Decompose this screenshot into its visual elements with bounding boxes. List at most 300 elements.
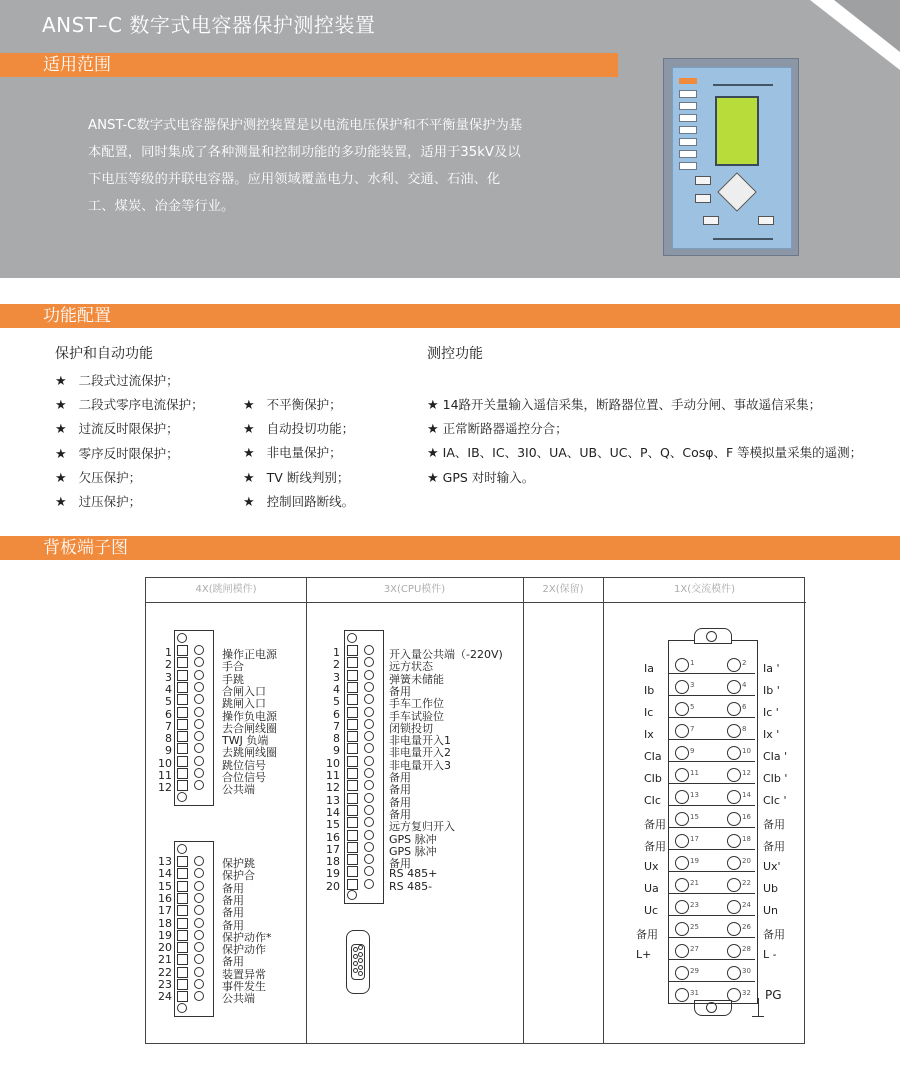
pin-number: 1 xyxy=(165,646,172,659)
screw-terminal xyxy=(727,988,741,1002)
screw-terminal xyxy=(675,900,689,914)
pin-label: 公共端 xyxy=(222,783,255,797)
screw-terminal xyxy=(675,834,689,848)
function-text: 正常断路器遥控分合； xyxy=(442,421,568,437)
star-icon: ★ xyxy=(243,422,255,438)
header-1x: 1X(交流模件) xyxy=(603,578,806,603)
section-func-bar: 功能配置 xyxy=(0,304,900,328)
terminal-label-right: Ib ' xyxy=(763,684,780,697)
pin-label: 跳位信号 xyxy=(222,758,266,772)
pin-label: 保护动作* xyxy=(222,930,272,944)
function-text: 过流反时限保护； xyxy=(78,421,179,437)
pin-square xyxy=(347,707,358,718)
pin-circle xyxy=(364,719,374,729)
terminal-label-left: Ia xyxy=(644,662,654,675)
star-icon: ★ xyxy=(427,422,439,438)
intro-line: 下电压等级的并联电容器。应用领域覆盖电力、水利、交通、石油、化 xyxy=(88,172,501,187)
pin-circle xyxy=(194,707,204,717)
terminal-number: 32 xyxy=(742,989,751,997)
pin-square xyxy=(347,780,358,791)
pin-square xyxy=(177,743,188,754)
pin-square xyxy=(177,881,188,892)
pin-square xyxy=(177,694,188,705)
pin-square xyxy=(347,842,358,853)
device-face xyxy=(672,67,792,249)
pin-label: 备用 xyxy=(222,881,244,895)
mount-hole xyxy=(177,633,187,643)
pin-label: 手车工作位 xyxy=(389,697,444,711)
pin-number: 19 xyxy=(326,867,340,881)
header-3x: 3X(CPU模件) xyxy=(306,578,523,603)
pin-label: GPS 脉冲 xyxy=(389,844,437,858)
function-item xyxy=(55,371,179,389)
pin-circle xyxy=(194,979,204,989)
pin-label: 非电量开入1 xyxy=(389,734,451,748)
pin-circle xyxy=(364,670,374,680)
terminal-label-right: Un xyxy=(763,904,779,917)
terminal-divider xyxy=(669,783,755,784)
device-button xyxy=(703,216,719,225)
pin-label: 合闸入口 xyxy=(222,684,266,698)
pin-square xyxy=(347,756,358,767)
pin-circle xyxy=(194,881,204,891)
star-icon: ★ xyxy=(243,398,255,413)
pin-square xyxy=(347,670,358,681)
device-button xyxy=(758,216,774,225)
screw-terminal xyxy=(675,944,689,958)
db9-pin xyxy=(358,952,363,957)
screw-terminal xyxy=(727,966,741,980)
pin-number: 19 xyxy=(158,928,172,942)
terminal-number: 17 xyxy=(690,835,699,843)
device-maker xyxy=(713,238,773,240)
pin-circle xyxy=(364,756,374,766)
function-item xyxy=(55,444,179,462)
pin-circle xyxy=(194,856,204,866)
pin-square xyxy=(347,731,358,742)
terminal-diagram xyxy=(145,577,805,1044)
pin-number: 10 xyxy=(158,756,172,770)
terminal-label-right: Ia ' xyxy=(763,662,780,675)
pin-square xyxy=(177,991,188,1002)
pin-label: 备用 xyxy=(389,771,411,784)
terminal-label-left: Ic xyxy=(644,706,654,719)
terminal-label-left: 备用 xyxy=(644,840,666,853)
pin-circle xyxy=(194,930,204,940)
pin-square xyxy=(347,817,358,828)
screw-terminal xyxy=(727,922,741,936)
pin-number: 1 xyxy=(333,646,340,659)
screw-terminal xyxy=(727,724,741,738)
function-text: 零序反时限保护； xyxy=(78,445,179,461)
terminal-number: 18 xyxy=(742,835,751,843)
terminal-number: 9 xyxy=(690,747,695,755)
intro-line: 本配置，同时集成了各种测量和控制功能的多功能装置，适用于35kV及以 xyxy=(88,145,521,160)
pin-square xyxy=(177,670,188,681)
pin-label: 跳闸入口 xyxy=(222,697,266,711)
pin-label: TWJ 负端 xyxy=(222,734,269,748)
terminal-label-left: Ux xyxy=(644,860,659,873)
terminal-divider xyxy=(669,849,755,850)
pin-label: 备用 xyxy=(389,807,411,821)
pin-label: 非电量开入2 xyxy=(389,746,451,760)
pin-label: 手跳 xyxy=(222,672,244,686)
pin-circle xyxy=(194,893,204,903)
pin-label: 备用 xyxy=(222,918,244,932)
terminal-number: 26 xyxy=(742,923,751,931)
pin-number: 3 xyxy=(165,670,172,684)
function-item xyxy=(55,395,204,413)
pin-square xyxy=(177,768,188,779)
pin-circle xyxy=(364,830,374,840)
pin-square xyxy=(347,854,358,865)
pin-number: 17 xyxy=(158,904,172,918)
pin-number: 11 xyxy=(158,769,172,782)
function-text: 过压保护； xyxy=(78,494,142,509)
device-key xyxy=(679,90,697,98)
pin-square xyxy=(177,645,188,656)
pin-label: 手合 xyxy=(222,660,244,674)
pin-circle xyxy=(364,707,374,717)
screw-terminal xyxy=(675,790,689,804)
pin-label: 操作负电源 xyxy=(222,709,277,723)
screw-terminal xyxy=(675,966,689,980)
measure-heading: 测控功能 xyxy=(427,346,483,362)
star-icon: ★ xyxy=(427,470,439,486)
screw-terminal xyxy=(675,812,689,826)
pin-number: 2 xyxy=(165,658,172,672)
pin-circle xyxy=(364,805,374,815)
terminal-number: 25 xyxy=(690,923,699,931)
terminal-number: 29 xyxy=(690,967,699,975)
device-label xyxy=(713,84,773,86)
star-icon: ★ xyxy=(427,446,439,462)
pin-number: 15 xyxy=(326,818,340,832)
pin-number: 6 xyxy=(165,707,172,721)
star-icon: ★ xyxy=(243,446,255,462)
screw-terminal xyxy=(727,790,741,804)
terminal-divider xyxy=(669,871,755,872)
screw-terminal xyxy=(675,922,689,936)
screw-terminal xyxy=(675,702,689,716)
screw-terminal xyxy=(727,944,741,958)
screw-terminal xyxy=(727,812,741,826)
device-key xyxy=(679,162,697,170)
terminal-number: 11 xyxy=(690,769,699,777)
mount-hole xyxy=(347,890,357,900)
function-item xyxy=(427,443,862,461)
pin-number: 15 xyxy=(158,879,172,893)
pin-square xyxy=(347,830,358,841)
pin-circle xyxy=(364,768,374,778)
pin-square xyxy=(177,905,188,916)
pin-number: 10 xyxy=(326,756,340,770)
terminal-divider xyxy=(669,1003,755,1004)
terminal-number: 24 xyxy=(742,901,751,909)
pin-label: 远方状态 xyxy=(389,660,433,674)
pin-label: RS 485- xyxy=(389,879,433,893)
terminal-label-left: CIb xyxy=(644,772,662,785)
pin-square xyxy=(177,780,188,791)
star-icon: ★ xyxy=(243,470,255,486)
terminal-number: 19 xyxy=(690,857,699,865)
pin-square xyxy=(177,967,188,978)
pin-circle xyxy=(194,682,204,692)
terminal-label-right: CIa ' xyxy=(763,750,788,763)
function-text: 欠压保护； xyxy=(78,469,142,485)
device-logo xyxy=(679,78,697,84)
terminal-number: 21 xyxy=(690,879,699,887)
intro-text xyxy=(88,112,544,220)
mount-hole xyxy=(706,631,717,642)
function-text: 14路开关量输入遥信采集，断路器位置、手动分闸、事故遥信采集； xyxy=(442,397,822,412)
pin-square xyxy=(347,657,358,668)
pin-label: 闭锁投切 xyxy=(389,721,433,735)
pin-number: 13 xyxy=(158,855,172,868)
screw-terminal xyxy=(727,702,741,716)
terminal-divider xyxy=(669,739,755,740)
page-title: ANST–C 数字式电容器保护测控装置 xyxy=(42,13,376,37)
pin-number: 3 xyxy=(333,670,340,684)
pin-label: 手车试验位 xyxy=(389,709,444,723)
pin-number: 20 xyxy=(326,879,340,893)
function-text: GPS 对时输入。 xyxy=(442,469,535,485)
pin-square xyxy=(347,743,358,754)
function-item xyxy=(427,419,568,437)
terminal-number: 7 xyxy=(690,725,695,733)
pin-square xyxy=(177,979,188,990)
function-text: 不平衡保护； xyxy=(266,397,342,412)
pin-label: 备用 xyxy=(389,857,411,871)
pin-label: 备用 xyxy=(222,893,244,907)
pin-square xyxy=(177,868,188,879)
terminal-label-left: Ix xyxy=(644,728,654,741)
pin-number: 16 xyxy=(326,830,340,844)
pin-label: 备用 xyxy=(389,684,411,698)
pin-number: 4 xyxy=(333,682,340,696)
pin-label: 备用 xyxy=(389,783,411,797)
device-dpad xyxy=(717,172,757,212)
pin-number: 24 xyxy=(158,990,172,1004)
pin-number: 12 xyxy=(326,781,340,795)
terminal-number: 14 xyxy=(742,791,751,799)
pg-label: PG xyxy=(765,988,782,1002)
pin-label: 保护合 xyxy=(222,869,255,883)
pin-square xyxy=(347,768,358,779)
terminal-divider xyxy=(669,827,755,828)
pin-number: 7 xyxy=(165,719,172,733)
terminal-number: 8 xyxy=(742,725,747,733)
header-4x: 4X(跳闸模件) xyxy=(146,578,306,603)
db9-pin xyxy=(358,958,363,963)
terminal-divider xyxy=(669,893,755,894)
terminal-label-left: 备用 xyxy=(644,818,666,831)
star-icon: ★ xyxy=(243,494,255,510)
device-lcd xyxy=(715,96,759,166)
function-text: 二段式零序电流保护； xyxy=(78,397,204,413)
function-text: 控制回路断线。 xyxy=(266,493,355,509)
terminal-number: 15 xyxy=(690,813,699,821)
pin-number: 22 xyxy=(158,965,172,979)
function-item xyxy=(243,443,342,461)
function-item xyxy=(427,395,821,413)
db9-pin xyxy=(358,965,363,970)
pin-number: 9 xyxy=(333,744,340,758)
terminal-number: 12 xyxy=(742,769,751,777)
pin-square xyxy=(177,918,188,929)
pin-square xyxy=(177,756,188,767)
pin-label: 弹簧未储能 xyxy=(389,672,444,686)
pin-square xyxy=(347,805,358,816)
db9-pin xyxy=(358,945,363,950)
mount-hole xyxy=(177,844,187,854)
pin-number: 13 xyxy=(326,793,340,807)
terminal-number: 20 xyxy=(742,857,751,865)
terminal-divider xyxy=(669,717,755,718)
terminal-label-left: Ib xyxy=(644,684,655,697)
pin-square xyxy=(177,954,188,965)
pin-label: 备用 xyxy=(222,906,244,920)
screw-terminal xyxy=(727,834,741,848)
pin-label: 装置异常 xyxy=(222,967,266,981)
pin-circle xyxy=(194,719,204,729)
corner-fold-inner xyxy=(834,0,900,52)
function-item xyxy=(243,419,354,437)
pin-number: 5 xyxy=(333,695,340,709)
device-key xyxy=(679,102,697,110)
pin-number: 14 xyxy=(326,805,340,819)
terminal-label-left: 备用 xyxy=(636,928,658,941)
terminal-number: 2 xyxy=(742,659,747,667)
terminal-label-right: L - xyxy=(763,948,777,961)
device-photo xyxy=(663,58,799,256)
mount-hole xyxy=(177,792,187,802)
pin-label: 开入量公共端（-220V) xyxy=(389,648,503,661)
terminal-divider xyxy=(669,761,755,762)
pin-number: 23 xyxy=(158,978,172,991)
screw-terminal xyxy=(675,768,689,782)
screw-terminal xyxy=(675,658,689,672)
pin-square xyxy=(177,930,188,941)
pin-circle xyxy=(364,793,374,803)
terminal-label-left: CIa xyxy=(644,750,662,763)
mount-hole xyxy=(347,633,357,643)
pin-circle xyxy=(364,879,374,889)
pin-square xyxy=(347,719,358,730)
pin-label: 去合闸线圈 xyxy=(222,721,277,735)
pin-number: 14 xyxy=(158,867,172,881)
screw-terminal xyxy=(727,900,741,914)
pin-circle xyxy=(194,967,204,977)
pin-label: 保护动作 xyxy=(222,943,266,957)
function-item xyxy=(243,492,354,510)
star-icon: ★ xyxy=(55,374,67,389)
ground-symbol xyxy=(752,1016,764,1017)
pin-label: 公共端 xyxy=(222,992,255,1006)
section-scope-bar: 适用范围 xyxy=(0,53,618,77)
terminal-divider xyxy=(669,959,755,960)
function-item xyxy=(55,492,141,510)
star-icon: ★ xyxy=(55,470,67,486)
terminal-number: 10 xyxy=(742,747,751,755)
pin-label: GPS 脉冲 xyxy=(389,832,437,846)
ground-line xyxy=(758,998,759,1016)
terminal-divider xyxy=(669,915,755,916)
star-icon: ★ xyxy=(55,398,67,414)
terminal-number: 16 xyxy=(742,813,751,821)
screw-terminal xyxy=(675,878,689,892)
pin-label: 合位信号 xyxy=(222,771,266,784)
pin-number: 21 xyxy=(158,953,172,967)
pin-number: 4 xyxy=(165,682,172,696)
mount-hole xyxy=(177,1003,187,1013)
pin-label: 备用 xyxy=(222,955,244,969)
screw-terminal xyxy=(675,680,689,694)
pin-number: 8 xyxy=(165,732,172,746)
screw-terminal xyxy=(727,768,741,782)
terminal-label-left: L+ xyxy=(636,948,652,961)
star-icon: ★ xyxy=(55,495,67,510)
terminal-label-right: Ix ' xyxy=(763,728,780,741)
pin-number: 20 xyxy=(158,941,172,955)
pin-number: 6 xyxy=(333,707,340,721)
device-button xyxy=(695,194,711,203)
section-back-bar: 背板端子图 xyxy=(0,536,900,560)
terminal-label-right: Ub xyxy=(763,882,779,895)
pin-square xyxy=(177,707,188,718)
pin-number: 18 xyxy=(158,916,172,930)
terminal-label-left: Ua xyxy=(644,882,659,895)
terminal-label-left: CIc xyxy=(644,794,661,807)
pin-circle xyxy=(194,918,204,928)
pin-label: 备用 xyxy=(389,795,411,809)
terminal-number: 13 xyxy=(690,791,699,799)
pin-circle xyxy=(194,768,204,778)
pin-circle xyxy=(364,842,374,852)
terminal-number: 6 xyxy=(742,703,747,711)
function-item xyxy=(243,468,349,486)
pin-square xyxy=(347,793,358,804)
terminal-divider xyxy=(669,673,755,674)
screw-terminal xyxy=(727,878,741,892)
pin-circle xyxy=(194,756,204,766)
terminal-number: 28 xyxy=(742,945,751,953)
pin-number: 9 xyxy=(165,744,172,758)
terminal-divider xyxy=(669,937,755,938)
pin-square xyxy=(347,866,358,877)
terminal-label-right: CIb ' xyxy=(763,772,788,785)
device-key xyxy=(679,126,697,134)
screw-terminal xyxy=(675,856,689,870)
pin-circle xyxy=(364,645,374,655)
terminal-number: 5 xyxy=(690,703,695,711)
pin-number: 12 xyxy=(158,781,172,795)
pin-label: RS 485+ xyxy=(389,867,438,881)
pin-label: 远方复归开入 xyxy=(389,820,455,834)
terminal-label-right: Ic ' xyxy=(763,706,779,719)
pin-circle xyxy=(194,645,204,655)
pin-circle xyxy=(364,682,374,692)
terminal-number: 23 xyxy=(690,901,699,909)
device-key xyxy=(679,150,697,158)
terminal-number: 1 xyxy=(690,659,695,667)
terminal-number: 30 xyxy=(742,967,751,975)
terminal-number: 22 xyxy=(742,879,751,887)
terminal-divider xyxy=(669,805,755,806)
pin-number: 16 xyxy=(158,891,172,905)
terminal-label-left: Uc xyxy=(644,904,659,917)
pin-label: 操作正电源 xyxy=(222,648,277,661)
